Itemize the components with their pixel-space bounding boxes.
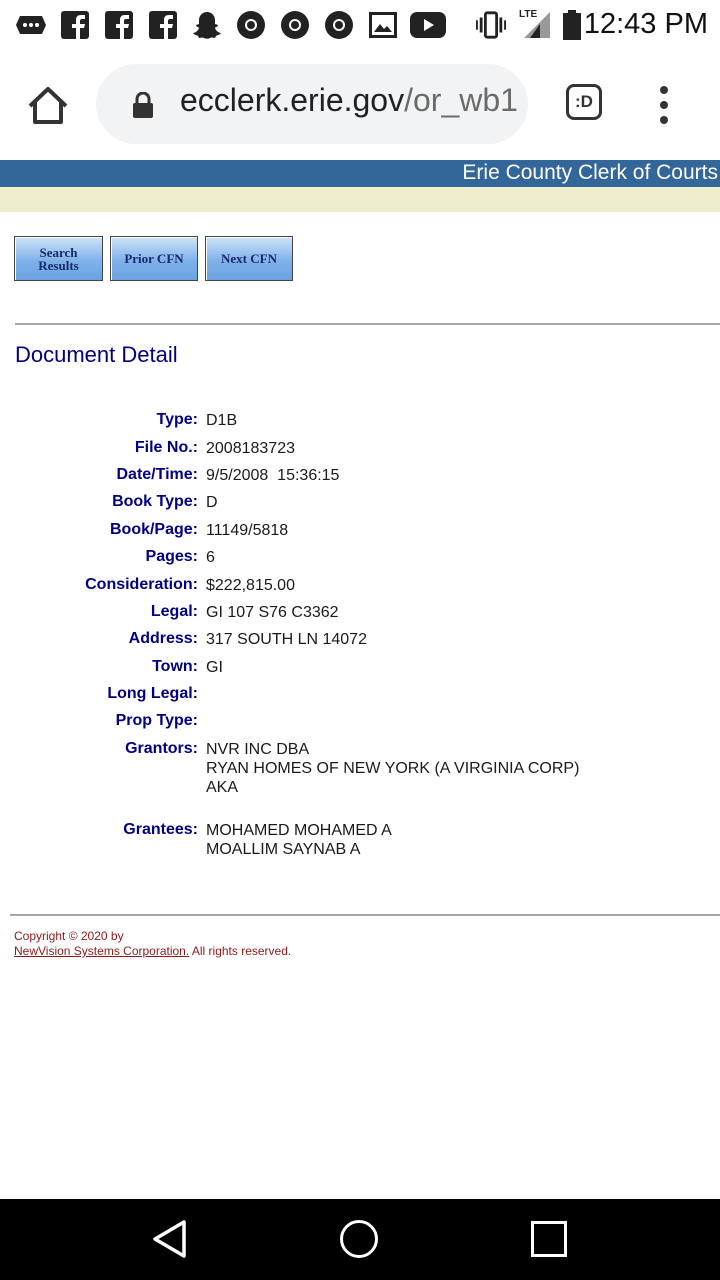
grantor-name: NVR INC DBA (206, 741, 310, 758)
file-no-label: File No.: (134, 439, 198, 456)
copyright-footer (14, 929, 291, 959)
snapchat-icon (192, 10, 222, 40)
legal-label: Legal: (150, 603, 198, 620)
address-label: Address: (128, 630, 198, 647)
pages-value: 6 (206, 549, 215, 566)
lock-icon (132, 92, 154, 118)
facebook-icon (60, 10, 90, 40)
android-nav-bar (0, 1199, 720, 1280)
divider (10, 914, 720, 916)
newvision-link[interactable]: NewVision Systems Corporation. (14, 944, 190, 958)
divider (15, 323, 720, 325)
menu-dot-icon (660, 116, 668, 124)
home-nav-button[interactable] (340, 1220, 378, 1258)
browser-menu-button[interactable] (650, 86, 678, 124)
search-results-label-line2: Results (38, 257, 79, 273)
youtube-icon (410, 10, 446, 40)
book-page-value: 11149/5818 (206, 522, 289, 539)
type-label: Type: (156, 411, 198, 428)
page-title: Document Detail (15, 342, 178, 367)
url-path: /or_wb1 (404, 82, 518, 118)
datetime-label: Date/Time: (116, 466, 198, 483)
grantors-label: Grantors: (125, 740, 198, 757)
home-icon (26, 84, 70, 128)
grantor-name: AKA (206, 779, 239, 796)
status-time: 12:43 PM (583, 8, 708, 40)
book-page-label: Book/Page: (109, 521, 198, 538)
grantee-name: MOALLIM SAYNAB A (206, 841, 361, 858)
site-header (0, 160, 720, 187)
more-icon (16, 10, 46, 40)
next-cfn-button[interactable]: Next CFN (205, 236, 293, 281)
pages-label: Pages: (145, 548, 198, 565)
copyright-line: Copyright © 2020 by (14, 929, 124, 943)
search-results-label-line1: Search (39, 244, 78, 260)
town-label: Town: (152, 658, 198, 675)
back-button[interactable] (150, 1219, 190, 1259)
menu-dot-icon (660, 101, 668, 109)
network-type: LTE (519, 9, 538, 20)
type-value: D1B (206, 412, 238, 429)
datetime-value: 9/5/2008 15:36:15 (206, 467, 340, 484)
search-results-button[interactable] (14, 236, 103, 281)
address-value: 317 SOUTH LN 14072 (206, 631, 367, 648)
recents-button[interactable] (531, 1221, 567, 1257)
file-no-value: 2008183723 (206, 440, 295, 457)
url-host: ecclerk.erie.gov (180, 82, 405, 118)
consideration-value: $222,815.00 (206, 577, 295, 594)
vibrate-icon (476, 10, 506, 40)
grantor-name: RYAN HOMES OF NEW YORK (A VIRGINIA CORP) (206, 760, 580, 777)
chrome-icon (236, 10, 266, 40)
long-legal-label: Long Legal: (107, 685, 198, 702)
legal-value: GI 107 S76 C3362 (206, 604, 339, 621)
facebook-icon (148, 10, 178, 40)
url-bar[interactable] (96, 64, 528, 144)
prop-type-label: Prop Type: (115, 712, 198, 729)
grantors-value (206, 740, 579, 797)
menu-dot-icon (660, 86, 668, 94)
home-button[interactable] (26, 84, 70, 128)
tab-switcher-button[interactable]: :D (566, 84, 602, 120)
grantees-value (206, 821, 392, 859)
site-title: Erie County Clerk of Courts (462, 161, 718, 184)
book-type-value: D (206, 494, 218, 511)
grantees-label: Grantees: (123, 821, 198, 838)
grantee-name: MOHAMED MOHAMED A (206, 822, 392, 839)
book-type-label: Book Type: (112, 493, 198, 510)
back-icon (150, 1219, 190, 1259)
url-text (180, 82, 518, 119)
rights-text: All rights reserved. (189, 944, 292, 958)
consideration-label: Consideration: (85, 576, 198, 593)
browser-toolbar (0, 50, 720, 160)
chrome-icon (324, 10, 354, 40)
prior-cfn-button[interactable]: Prior CFN (110, 236, 198, 281)
header-band (0, 187, 720, 212)
battery-icon (560, 10, 584, 40)
town-value: GI (206, 659, 223, 676)
status-bar (0, 0, 720, 50)
chrome-icon (280, 10, 310, 40)
gallery-icon (368, 10, 398, 40)
facebook-icon (104, 10, 134, 40)
